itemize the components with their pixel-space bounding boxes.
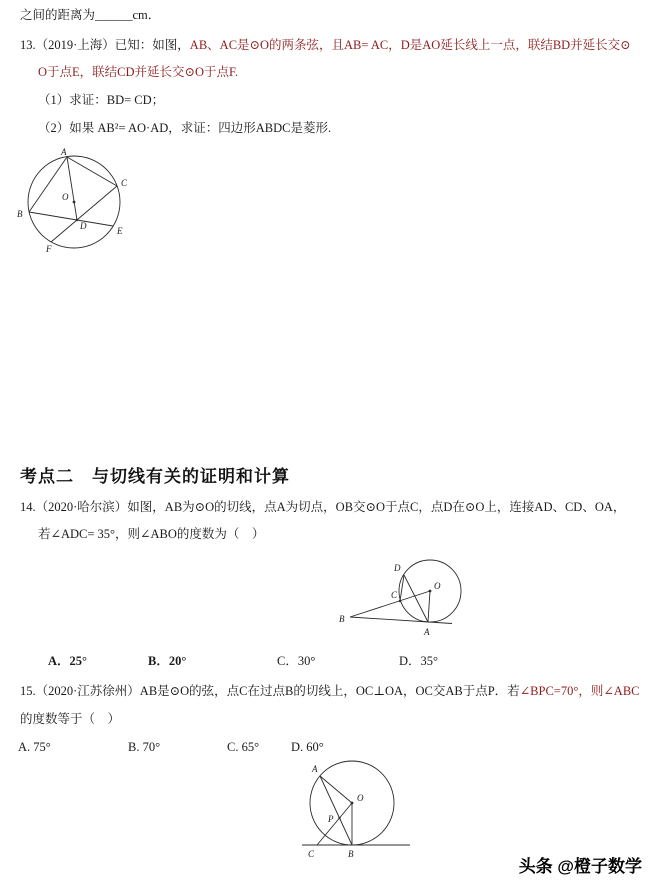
point-p-dot: [338, 817, 340, 819]
watermark: [519, 852, 642, 877]
point-label-c: C: [121, 178, 128, 188]
problem-13-line-1: [20, 38, 631, 54]
option-14-a: A．25°: [48, 654, 88, 668]
problem-13-line-2: [38, 65, 238, 81]
problem-15-line-2-text: 的度数等于（ ）: [20, 712, 121, 726]
point-label-b: B: [17, 209, 23, 219]
option-15-a: A. 75°: [18, 740, 51, 754]
point-label-d: D: [394, 563, 401, 573]
point-label-b: B: [348, 849, 354, 859]
problem-13-line-1-red: AB、AC是⊙O的两条弦，且AB= AC，D是AO延长线上一点，联结BD并延长交⊙: [189, 38, 631, 52]
problem-13-line-1-black: 13.（2019·上海）已知：如图，: [20, 38, 190, 52]
point-label-o: O: [62, 192, 69, 202]
point-label-c: C: [391, 590, 398, 600]
chord-ab: [29, 157, 67, 212]
section-2-heading-text: 考点二 与切线有关的证明和计算: [20, 467, 290, 486]
problem-13-part-1: [38, 93, 164, 109]
option-14-b: B．20°: [148, 654, 187, 668]
point-label-o: O: [357, 793, 364, 803]
point-label-a: A: [312, 764, 318, 774]
center-o-dot: [73, 201, 76, 204]
problem-15-figure: [292, 758, 427, 862]
point-label-p: P: [328, 814, 334, 824]
intro-line: [20, 8, 160, 24]
section-2-heading: [20, 462, 290, 487]
problem-13-figure: [12, 146, 138, 262]
point-label-d: D: [80, 221, 87, 231]
center-o-dot: [351, 802, 354, 805]
problem-14-figure: [330, 556, 485, 648]
chord-ac: [67, 157, 117, 186]
circle-diagram-15: [292, 758, 427, 862]
point-label-o: O: [434, 581, 441, 591]
circle-diagram-14: [330, 556, 485, 648]
problem-13-part-1-text: （1）求证：BD= CD；: [38, 93, 165, 107]
problem-13-part-2: [38, 121, 331, 137]
problem-15-line-1: [20, 684, 640, 700]
option-14-c: C．30°: [277, 654, 316, 668]
point-label-f: F: [46, 244, 52, 254]
intro-text: 之间的距离为______cm．: [20, 8, 161, 22]
point-label-b: B: [339, 614, 345, 624]
problem-13-line-2-red: O于点E，联结CD并延长交⊙O于点F.: [38, 65, 239, 79]
radius-oa: [428, 591, 430, 622]
problem-13-part-2-text: （2）如果 AB²= AO·AD，求证：四边形ABDC是菱形.: [38, 121, 332, 135]
problem-14-line-1: [20, 500, 625, 516]
center-o-dot: [429, 590, 432, 593]
segment-oc: [317, 803, 352, 845]
radius-oa: [320, 776, 352, 803]
problem-14-line-2-text: 若∠ADC= 35°，则∠ABO的度数为（ ）: [38, 527, 265, 541]
problem-14-line-2: [38, 527, 264, 543]
point-c-dot: [399, 600, 401, 602]
point-d-dot: [76, 219, 78, 221]
problem-15-line-1-red: ∠BPC=70°，则∠ABC: [519, 684, 640, 698]
problem-14-line-1-text: 14.（2020·哈尔滨）如图，AB为⊙O的切线，点A为切点，OB交⊙O于点C，点D在⊙O上，连接AD、CD、OA，: [20, 500, 626, 514]
tangent-ba: [350, 617, 452, 624]
option-15-d: D. 60°: [291, 740, 324, 754]
option-15-b: B. 70°: [128, 740, 161, 754]
option-15-c: C. 65°: [227, 740, 260, 754]
segment-ad: [67, 157, 77, 220]
watermark-text: 头条 @橙子数学: [518, 857, 642, 876]
segment-bo: [350, 591, 430, 617]
point-label-c: C: [308, 849, 315, 859]
option-14-d: D．35°: [399, 654, 439, 668]
problem-15-line-1-black: 15.（2020·江苏徐州）AB是⊙O的弦，点C在过点B的切线上，OC⊥OA，OC交AB于点P．若: [20, 684, 520, 698]
chord-be: [29, 212, 113, 226]
point-label-a: A: [61, 147, 67, 157]
circle-diagram-13: [12, 146, 138, 262]
segment-cd: [400, 575, 404, 601]
point-label-e: E: [117, 226, 123, 236]
point-label-a: A: [424, 627, 430, 637]
problem-15-line-2: [20, 712, 120, 728]
